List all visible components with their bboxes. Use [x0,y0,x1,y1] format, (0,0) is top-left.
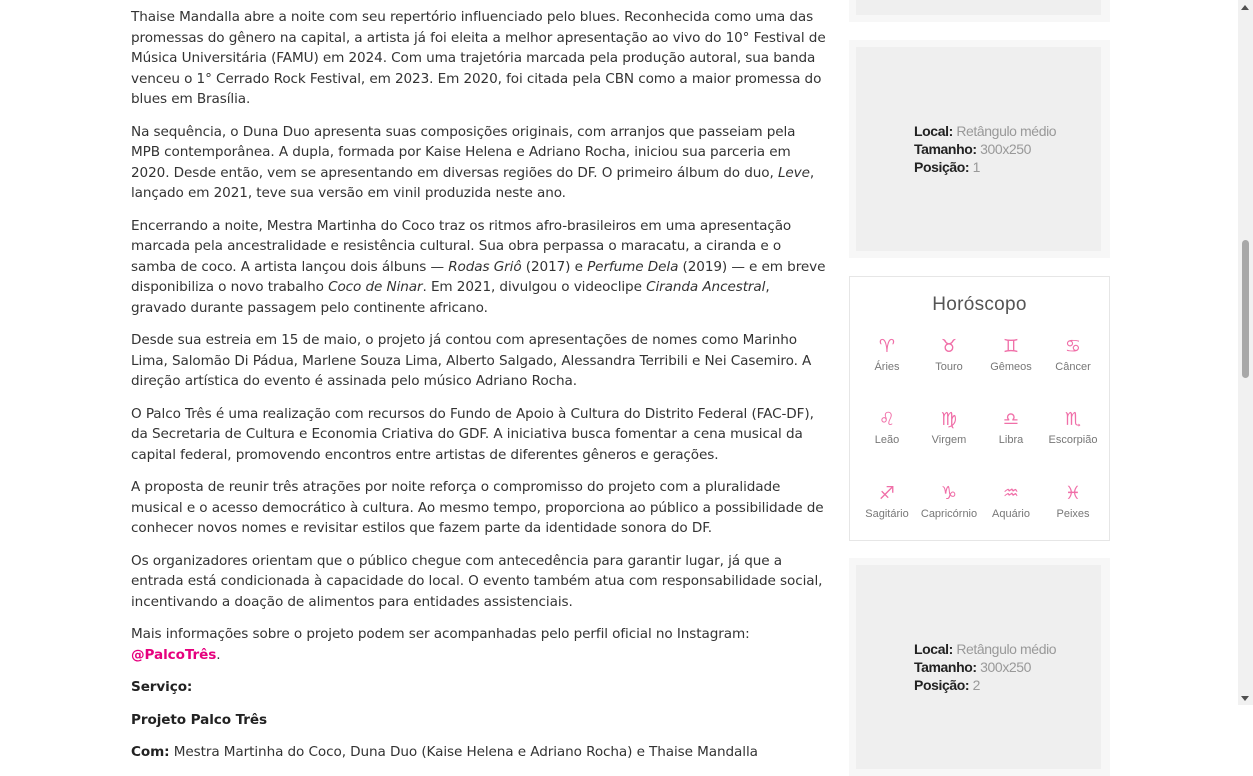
scorpio-icon: ♏ [1064,409,1082,430]
sign-scorpio[interactable] [1043,408,1103,468]
ad-position [914,158,1056,176]
cancer-icon: ♋ [1064,336,1082,357]
paragraph-text: Na sequência, o Duna Duo apresenta suas composições originais, com arranjos que passeiam pela MPB contemporânea. A dupla, formada por Kaise Helena e Adriano Rocha, iniciou sua parceria em 2020. Desde então, vem se apresentando em diversas regiões do DF. O primeiro álbum do duo, [131,123,796,181]
sign-libra[interactable] [981,408,1041,468]
video-title: Ciranda Ancestral [646,279,766,295]
ad-size-value: 300x250 [980,659,1032,675]
ad-slot-partial [849,0,1110,22]
virgo-icon: ♍ [940,409,958,430]
paragraph-organizers: Os organizadores orientam que o público chegue com antecedência para garantir lugar, já que a entrada está condicionada à capacidade do local. O evento também atua com responsabilidade social, incentivando a doação de alimentos para entidades assistenciais. [131,552,823,610]
ad-size [914,140,1056,158]
sign-label: Aquário [992,508,1030,520]
sign-pisces[interactable] [1043,482,1103,542]
ad-size-label: Tamanho: [914,141,977,157]
instagram-link[interactable]: @PalcoTrês [131,646,217,663]
ad-local [914,640,1056,658]
paragraph-text: (2017) e [521,258,588,275]
aries-icon: ♈ [878,336,896,357]
taurus-icon: ♉ [940,336,958,357]
paragraph-previous-artists: Desde sua estreia em 15 de maio, o projeto já contou com apresentações de nomes como Marinho Lima, Salomão Di Pádua, Marlene Souza Lima, Alberto Salgado, Alessandra Terribili e Nei Casemiro. A direção artística do evento é assinada pelo músico Adriano Rocha. [131,332,812,389]
sign-taurus[interactable] [919,335,979,395]
ad-position [914,676,1056,694]
lineup-line [131,742,828,763]
horoscope-widget [849,276,1110,541]
ad-local-label: Local: [914,123,953,139]
album-title: Perfume Dela [587,258,679,275]
paragraph-text: , gravado durante passagem pelo continente africano. [131,279,770,316]
ad-info [914,640,1056,694]
project-heading: Projeto Palco Três [131,711,268,728]
ad-local [914,122,1056,140]
sign-leo[interactable] [857,408,917,468]
aquarius-icon: ♒ [1002,483,1020,504]
paragraph-text: Mais informações sobre o projeto podem ser acompanhadas pelo perfil oficial no Instagram: [131,626,750,642]
service-heading: Serviço: [131,679,193,695]
ad-placeholder [856,47,1101,251]
sign-gemini[interactable] [981,335,1041,395]
sign-cancer[interactable] [1043,335,1103,395]
sign-aquarius[interactable] [981,482,1041,542]
paragraph-martinha [131,216,828,319]
paragraph-text: Encerrando a noite, Mestra Martinha do Coco traz os ritmos afro-brasileiros em uma apresentação marcada pela ancestralidade e resistência cultural. Sua obra perpassa o maracatu, a ciranda e o samba de coco. A artista lançou dois álbuns — [131,217,792,275]
ad-size [914,658,1056,676]
paragraph-text: , lançado em 2021, teve sua versão em vinil produzida neste ano. [131,164,815,201]
album-title: Coco de Ninar [328,279,423,295]
scroll-up-arrow-icon[interactable] [1241,5,1249,10]
scrollbar-thumb[interactable] [1242,240,1249,378]
sagittarius-icon: ♐ [878,483,896,504]
ad-local-value: Retângulo médio [956,641,1057,657]
ad-position-label: Posição: [914,677,970,693]
ad-position-value: 1 [972,159,981,175]
sign-label: Gêmeos [990,361,1032,373]
ad-slot-2[interactable] [849,558,1110,776]
paragraph-text: (2019) — e em breve disponibiliza o novo trabalho [131,258,826,295]
ad-local-label: Local: [914,641,953,657]
ad-position-label: Posição: [914,159,970,175]
paragraph-text: . Em 2021, divulgou o videoclipe [422,279,647,295]
sign-label: Virgem [931,434,967,446]
sign-label: Libra [998,434,1024,446]
ad-size-value: 300x250 [980,141,1032,157]
album-title: Rodas Griô [448,258,522,275]
sign-label: Peixes [1056,508,1090,520]
ad-position-value: 2 [972,677,981,693]
ad-placeholder [856,0,1101,15]
scroll-down-arrow-icon[interactable] [1241,696,1249,701]
paragraph-proposal: A proposta de reunir três atrações por noite reforça o compromisso do projeto com a pluralidade musical e o acesso democrático à cultura. Ao mesmo tempo, proporciona ao público a possibilidade de conhecer novos nomes e revisitar estilos que fazem parte da identidade sonora do DF. [131,479,824,536]
sign-label: Áries [874,361,900,373]
sign-sagittarius[interactable] [857,482,917,542]
ad-size-label: Tamanho: [914,659,977,675]
sign-capricorn[interactable] [919,482,979,542]
vertical-scrollbar[interactable] [1238,0,1253,705]
horoscope-title: Horóscopo [932,294,1027,315]
sign-label: Escorpião [1048,434,1098,446]
lineup-label: Com: [131,744,170,760]
paragraph-thaise: Thaise Mandalla abre a noite com seu repertório influenciado pelo blues. Reconhecida como uma das promessas do gênero na capital, a artista já foi eleita a melhor apresentação ao vivo do 10° Festival de Música Universitária (FAMU) em 2024. Com uma trajetória marcada pela produção autoral, sua banda venceu o 1° Cerrado Rock Festival, em 2023. Em 2020, foi citada pela CBN como a maior promessa do blues em Brasília. [131,9,826,107]
sign-label: Leão [874,434,900,446]
paragraph-instagram [131,624,828,665]
sign-label: Sagitário [865,508,909,520]
ad-info [914,122,1056,176]
pisces-icon: ♓ [1064,483,1082,504]
ad-local-value: Retângulo médio [956,123,1057,139]
libra-icon: ♎ [1002,409,1020,430]
ad-placeholder [856,565,1101,769]
lineup-value: Mestra Martinha do Coco, Duna Duo (Kaise Helena e Adriano Rocha) e Thaise Mandalla [169,744,758,760]
sign-label: Capricórnio [920,508,978,520]
sign-virgo[interactable] [919,408,979,468]
paragraph-text: . [216,646,221,663]
article-body [131,0,828,775]
capricorn-icon: ♑ [940,483,958,504]
gemini-icon: ♊ [1002,336,1020,357]
sign-aries[interactable] [857,335,917,395]
paragraph-funding: O Palco Três é uma realização com recursos do Fundo de Apoio à Cultura do Distrito Federal (FAC-DF), da Secretaria de Cultura e Economia Criativa do GDF. A iniciativa busca fomentar a cena musical da capital federal, promovendo encontros entre artistas de diferentes gêneros e gerações. [131,405,814,463]
ad-slot-1[interactable] [849,40,1110,258]
album-title: Leve [777,164,810,181]
paragraph-duna-duo [131,122,828,204]
leo-icon: ♌ [878,409,896,430]
sign-label: Touro [935,361,963,373]
sign-label: Câncer [1055,361,1091,373]
